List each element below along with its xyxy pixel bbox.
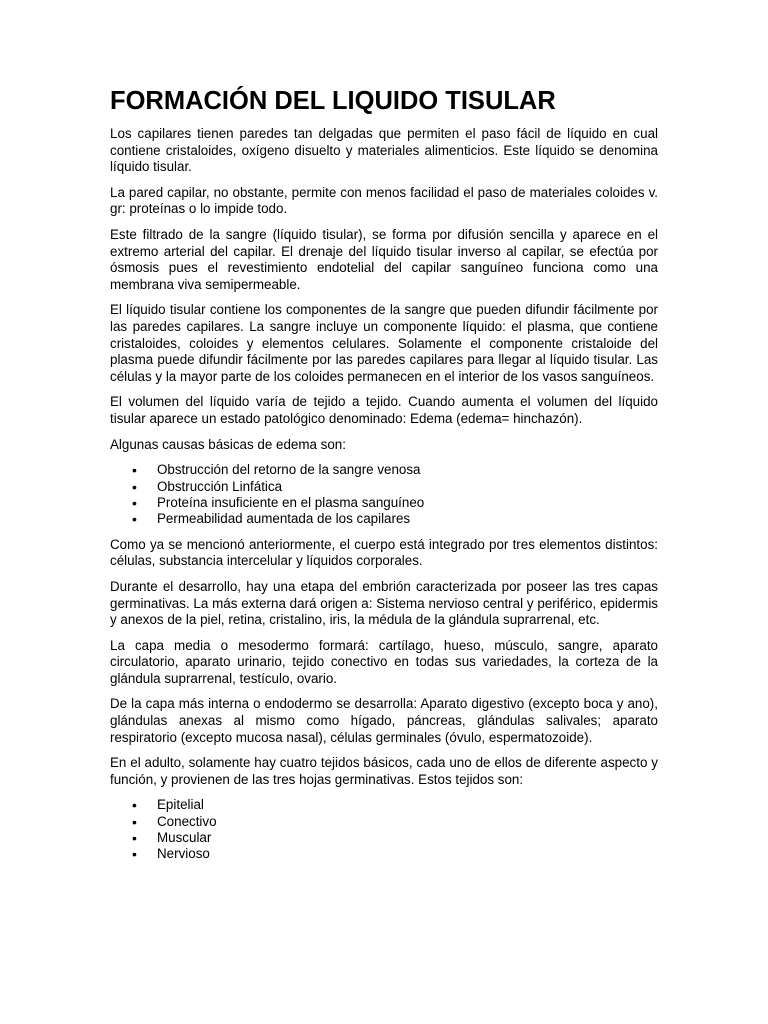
- paragraph: Durante el desarrollo, hay una etapa del embrión caracterizada por poseer las tres capas germinativas. La más externa dará origen a: Sistema nervioso central y periférico, epidermis y anexos de la piel, retina, cristalino, iris, la médula de la glándula suprarrenal, etc.: [110, 578, 658, 628]
- document-body: [110, 84, 658, 871]
- list-item: • Permeabilidad aumentada de los capilares: [110, 511, 658, 527]
- list-item: • Obstrucción del retorno de la sangre venosa: [110, 462, 658, 478]
- edema-causes-list: [110, 462, 658, 528]
- document-title: FORMACIÓN DEL LIQUIDO TISULAR: [110, 87, 556, 115]
- basic-tissues-list: [110, 797, 658, 862]
- paragraph: Este filtrado de la sangre (líquido tisular), se forma por difusión sencilla y aparece en el extremo arterial del capilar. El drenaje del líquido tisular inverso al capilar, se efectúa por ósmosis pues el revestimiento endotelial del capilar sanguíneo funciona como una membrana viva semipermeable.: [110, 226, 658, 292]
- paragraph: Algunas causas básicas de edema son:: [110, 436, 346, 452]
- paragraph: El volumen del líquido varía de tejido a tejido. Cuando aumenta el volumen del líquido tisular aparece un estado patológico denominado: Edema (edema= hinchazón).: [110, 394, 658, 426]
- list-item: • Proteína insuficiente en el plasma sanguíneo: [110, 495, 658, 511]
- paragraph: Los capilares tienen paredes tan delgadas que permiten el paso fácil de líquido en cual contiene cristaloides, oxígeno disuelto y materiales alimenticios. Este líquido se denomina líquido tisular.: [110, 126, 658, 175]
- paragraph: Como ya se mencionó anteriormente, el cuerpo está integrado por tres elementos distintos: células, substancia intercelular y líquidos corporales.: [110, 536, 658, 569]
- list-item: • Epitelial: [110, 797, 658, 813]
- list-item: • Conectivo: [110, 814, 658, 830]
- paragraph: La capa media o mesodermo formará: cartílago, hueso, músculo, sangre, aparato circulatorio, aparato urinario, tejido conectivo en todas sus variedades, la corteza de la glándula suprarrenal, testículo, ovario.: [110, 637, 658, 686]
- list-item: • Muscular: [110, 830, 658, 846]
- list-item: • Nervioso: [110, 846, 658, 862]
- paragraph: De la capa más interna o endodermo se desarrolla: Aparato digestivo (excepto boca y ano), glándulas anexas al mismo como hígado, páncreas, glándulas salivales; aparato respiratorio (excepto mucosa nasal), células germinales (óvulo, espermatozoide).: [110, 696, 658, 745]
- paragraph: En el adulto, solamente hay cuatro tejidos básicos, cada uno de ellos de diferente aspecto y función, y provienen de las tres hojas germinativas. Estos tejidos son:: [110, 755, 658, 787]
- paragraph: El líquido tisular contiene los componentes de la sangre que pueden difundir fácilmente por las paredes capilares. La sangre incluye un componente líquido: el plasma, que contiene cristaloides, coloides y elementos celulares. Solamente el componente cristaloide del plasma puede difundir fácilmente por las paredes capilares para llegar al líquido tisular. Las células y la mayor parte de los coloides permanecen en el interior de los vasos sanguíneos.: [110, 302, 658, 384]
- paragraph: La pared capilar, no obstante, permite con menos facilidad el paso de materiales coloides v. gr: proteínas o lo impide todo.: [110, 184, 658, 217]
- list-item: • Obstrucción Linfática: [110, 479, 658, 495]
